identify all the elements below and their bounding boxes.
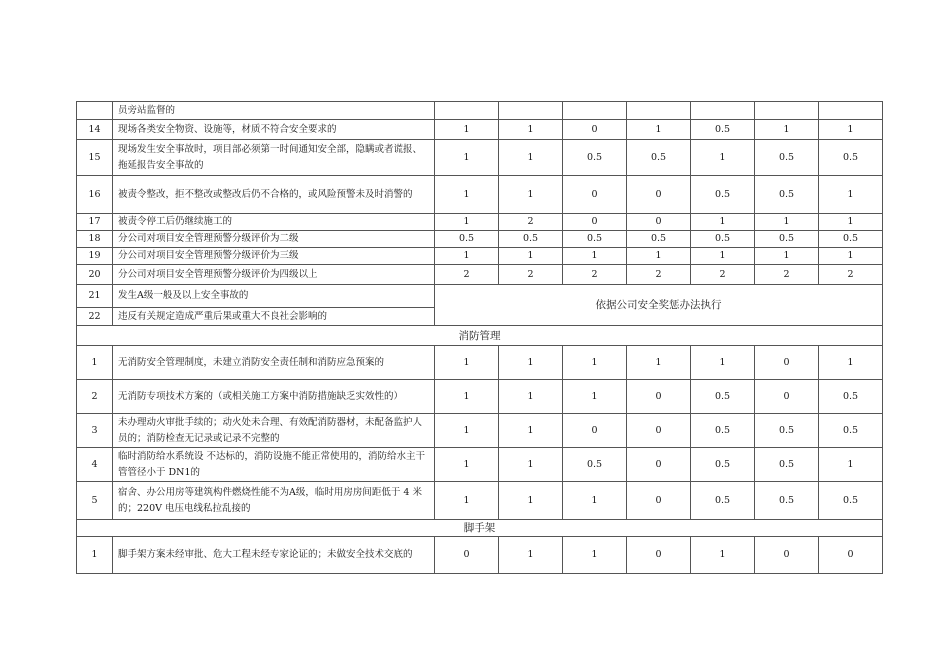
score-cell: 0.5 — [691, 176, 755, 214]
score-cell — [819, 102, 883, 120]
row-description: 现场发生安全事故时，项目部必须第一时间通知安全部，隐瞒或者谎报、拖延报告安全事故的 — [113, 140, 435, 176]
row-description: 宿舍、办公用房等建筑构件燃烧性能不为A级，临时用房房间距低于 4 米的；220V 电压电线私拉乱接的 — [113, 482, 435, 520]
score-cell: 0 — [563, 176, 627, 214]
row-number: 15 — [77, 140, 113, 176]
score-cell: 1 — [819, 248, 883, 265]
table-row — [77, 214, 883, 231]
score-cell: 1 — [499, 120, 563, 140]
table-row — [77, 414, 883, 448]
table-body — [77, 102, 883, 574]
score-cell — [435, 102, 499, 120]
score-cell: 0.5 — [755, 448, 819, 482]
row-description: 脚手架方案未经审批、危大工程未经专家论证的；未做安全技术交底的 — [113, 537, 435, 574]
row-description: 分公司对项目安全管理预警分级评价为四级以上 — [113, 265, 435, 285]
score-cell: 0.5 — [755, 140, 819, 176]
score-cell: 0.5 — [627, 231, 691, 248]
row-number: 22 — [77, 308, 113, 326]
row-number — [77, 102, 113, 120]
row-description: 分公司对项目安全管理预警分级评价为三级 — [113, 248, 435, 265]
score-cell: 2 — [499, 265, 563, 285]
score-cell: 0 — [755, 346, 819, 380]
score-cell: 0 — [627, 176, 691, 214]
row-number: 20 — [77, 265, 113, 285]
score-cell: 2 — [435, 265, 499, 285]
score-cell: 1 — [563, 346, 627, 380]
score-cell — [627, 102, 691, 120]
table-row — [77, 140, 883, 176]
score-cell: 0 — [435, 537, 499, 574]
score-cell: 0 — [627, 380, 691, 414]
score-cell: 1 — [499, 537, 563, 574]
score-cell: 1 — [435, 248, 499, 265]
score-cell: 0.5 — [755, 231, 819, 248]
score-cell: 0 — [563, 414, 627, 448]
row-number: 17 — [77, 214, 113, 231]
score-cell: 1 — [499, 414, 563, 448]
score-cell: 2 — [691, 265, 755, 285]
score-cell: 1 — [819, 176, 883, 214]
score-cell: 0 — [819, 537, 883, 574]
score-cell: 0 — [627, 537, 691, 574]
score-cell: 1 — [755, 214, 819, 231]
table-row — [77, 120, 883, 140]
score-cell: 0.5 — [627, 140, 691, 176]
score-cell: 1 — [499, 482, 563, 520]
score-cell: 0.5 — [691, 120, 755, 140]
table-row — [77, 448, 883, 482]
row-number: 21 — [77, 285, 113, 308]
score-cell: 1 — [691, 140, 755, 176]
row-description: 无消防专项技术方案的（或相关施工方案中消防措施缺乏实效性的） — [113, 380, 435, 414]
table-row — [77, 102, 883, 120]
score-cell: 1 — [435, 346, 499, 380]
score-cell: 0.5 — [691, 448, 755, 482]
score-cell: 0.5 — [435, 231, 499, 248]
section-title: 脚手架 — [77, 520, 883, 537]
score-cell: 0.5 — [819, 414, 883, 448]
merged-note: 依据公司安全奖惩办法执行 — [435, 285, 883, 326]
row-number: 5 — [77, 482, 113, 520]
score-cell: 0.5 — [563, 448, 627, 482]
score-cell: 1 — [755, 120, 819, 140]
score-cell: 1 — [435, 140, 499, 176]
score-cell: 0 — [627, 448, 691, 482]
row-number: 2 — [77, 380, 113, 414]
score-cell: 1 — [819, 120, 883, 140]
row-description: 被责令整改，拒不整改或整改后仍不合格的，或风险预警未及时消警的 — [113, 176, 435, 214]
table-row — [77, 482, 883, 520]
score-cell: 0.5 — [755, 414, 819, 448]
score-cell: 1 — [627, 248, 691, 265]
score-cell: 1 — [819, 448, 883, 482]
score-cell: 1 — [563, 380, 627, 414]
row-number: 1 — [77, 346, 113, 380]
row-number: 14 — [77, 120, 113, 140]
row-number: 19 — [77, 248, 113, 265]
score-cell: 2 — [499, 214, 563, 231]
score-cell — [755, 102, 819, 120]
table-row — [77, 248, 883, 265]
score-cell: 0.5 — [499, 231, 563, 248]
score-cell: 1 — [435, 120, 499, 140]
score-cell: 1 — [435, 448, 499, 482]
score-cell: 1 — [563, 537, 627, 574]
score-cell: 1 — [755, 248, 819, 265]
score-cell: 0.5 — [691, 414, 755, 448]
table-row — [77, 176, 883, 214]
score-cell: 1 — [435, 176, 499, 214]
row-description: 现场各类安全物资、设施等，材质不符合安全要求的 — [113, 120, 435, 140]
score-cell: 1 — [499, 248, 563, 265]
score-cell: 0.5 — [691, 231, 755, 248]
section-title: 消防管理 — [77, 326, 883, 346]
table-row — [77, 265, 883, 285]
score-cell: 1 — [691, 346, 755, 380]
section-row — [77, 326, 883, 346]
row-number: 18 — [77, 231, 113, 248]
score-cell: 1 — [435, 380, 499, 414]
score-cell — [691, 102, 755, 120]
score-cell: 1 — [627, 346, 691, 380]
score-cell: 1 — [819, 346, 883, 380]
safety-penalty-table — [76, 101, 883, 574]
score-cell: 0 — [755, 537, 819, 574]
score-cell — [563, 102, 627, 120]
row-description: 员旁站监督的 — [113, 102, 435, 120]
score-cell: 1 — [691, 537, 755, 574]
row-description: 发生A级一般及以上安全事故的 — [113, 285, 435, 308]
score-cell: 1 — [499, 380, 563, 414]
score-cell: 1 — [627, 120, 691, 140]
score-cell: 1 — [499, 176, 563, 214]
row-number: 4 — [77, 448, 113, 482]
table-row — [77, 537, 883, 574]
score-cell: 1 — [499, 140, 563, 176]
score-cell: 0.5 — [691, 380, 755, 414]
section-row — [77, 520, 883, 537]
score-cell: 1 — [691, 214, 755, 231]
score-cell: 1 — [563, 248, 627, 265]
row-description: 未办理动火审批手续的；动火处未合理、有效配消防器材，未配备监护人员的；消防检查无记录或记录不完整的 — [113, 414, 435, 448]
score-cell: 1 — [435, 414, 499, 448]
score-cell: 0 — [755, 380, 819, 414]
score-cell: 0 — [627, 214, 691, 231]
score-cell: 2 — [819, 265, 883, 285]
score-cell: 1 — [499, 346, 563, 380]
score-cell: 0.5 — [819, 482, 883, 520]
score-cell — [499, 102, 563, 120]
score-cell: 0 — [563, 120, 627, 140]
score-cell: 1 — [435, 482, 499, 520]
row-description: 违反有关规定造成严重后果或重大不良社会影响的 — [113, 308, 435, 326]
score-cell: 0.5 — [819, 231, 883, 248]
score-cell: 0.5 — [563, 231, 627, 248]
table-row — [77, 380, 883, 414]
row-description: 临时消防给水系统设 不达标的，消防设施不能正常使用的，消防给水主干管管径小于 DN1的 — [113, 448, 435, 482]
score-cell: 0 — [627, 482, 691, 520]
score-cell: 0.5 — [755, 482, 819, 520]
row-description: 无消防安全管理制度，未建立消防安全责任制和消防应急预案的 — [113, 346, 435, 380]
row-number: 3 — [77, 414, 113, 448]
score-cell: 0.5 — [691, 482, 755, 520]
score-cell: 0.5 — [819, 140, 883, 176]
table-row — [77, 231, 883, 248]
table-row — [77, 285, 883, 308]
row-description: 分公司对项目安全管理预警分级评价为二级 — [113, 231, 435, 248]
score-cell: 1 — [819, 214, 883, 231]
score-cell: 2 — [563, 265, 627, 285]
score-cell: 2 — [755, 265, 819, 285]
score-cell: 1 — [563, 482, 627, 520]
score-cell: 0 — [627, 414, 691, 448]
row-description: 被责令停工后仍继续施工的 — [113, 214, 435, 231]
row-number: 16 — [77, 176, 113, 214]
score-cell: 0.5 — [819, 380, 883, 414]
row-number: 1 — [77, 537, 113, 574]
table-row — [77, 346, 883, 380]
score-cell: 0.5 — [563, 140, 627, 176]
score-cell: 0.5 — [755, 176, 819, 214]
score-cell: 2 — [627, 265, 691, 285]
score-cell: 0 — [563, 214, 627, 231]
score-cell: 1 — [499, 448, 563, 482]
score-cell: 1 — [691, 248, 755, 265]
score-cell: 1 — [435, 214, 499, 231]
